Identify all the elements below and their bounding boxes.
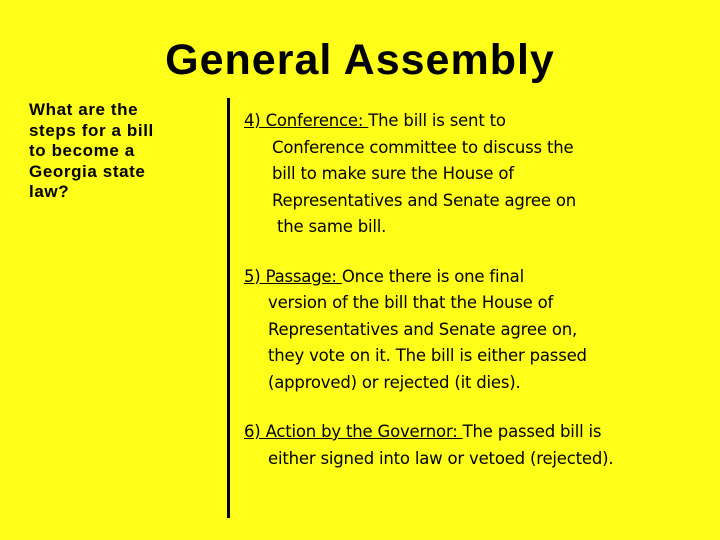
question-line: Georgia state	[29, 161, 146, 181]
step-first-text: The bill is sent to	[368, 111, 506, 130]
step-first-line	[244, 108, 714, 135]
steps-list	[244, 108, 714, 472]
step-line: version of the bill that the House of	[268, 293, 554, 312]
step-conference	[244, 108, 714, 241]
step-line: they vote on it. The bill is either passed	[268, 346, 587, 365]
step-line: Conference committee to discuss the	[272, 137, 574, 157]
step-first-text: The passed bill is	[462, 422, 602, 441]
step-first-line	[244, 264, 714, 291]
step-heading: 6) Action by the Governor:	[244, 422, 463, 441]
slide-title: General Assembly	[165, 36, 555, 84]
step-line: (approved) or rejected (it dies).	[268, 372, 521, 392]
step-first-text: Once there is one final	[341, 266, 524, 286]
step-heading: 5) Passage:	[244, 266, 342, 286]
question-line: What are the	[29, 100, 139, 119]
step-passage	[244, 264, 714, 397]
step-line: Representatives and Senate agree on	[272, 190, 576, 210]
vertical-divider	[227, 98, 230, 518]
question-line: law?	[29, 182, 70, 201]
step-heading: 4) Conference:	[244, 111, 369, 130]
step-line: the same bill.	[277, 217, 387, 236]
step-line: either signed into law or vetoed (rejected).	[268, 448, 614, 468]
question-line: to become a	[29, 141, 135, 160]
step-first-line	[244, 419, 714, 446]
step-line: bill to make sure the House of	[272, 164, 514, 183]
question-line: steps for a bill	[29, 120, 154, 140]
step-action-by-governor	[244, 419, 714, 472]
step-line: Representatives and Senate agree on,	[268, 319, 578, 339]
question-text	[29, 100, 199, 203]
